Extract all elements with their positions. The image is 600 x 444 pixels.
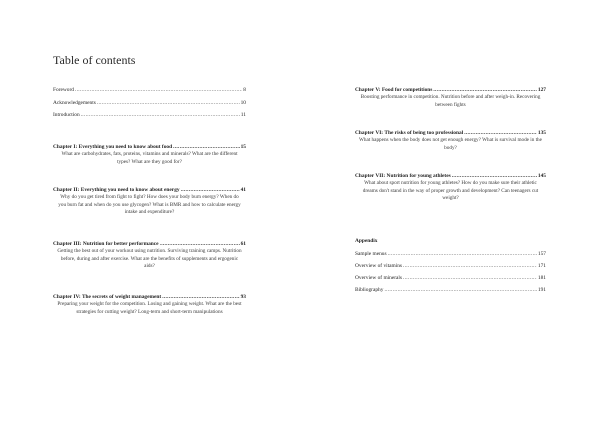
leader-dots <box>403 272 537 284</box>
toc-chapter-2 <box>53 186 246 217</box>
chapter-heading[interactable] <box>53 293 246 301</box>
toc-chapter-7 <box>355 172 546 203</box>
toc-entry-label: Introduction <box>53 112 80 118</box>
chapter-description: Boosting performance in competition. Nutrition before and after weigh-in. Recovering between fights <box>360 94 541 108</box>
leader-dots <box>160 240 240 248</box>
chapter-heading[interactable] <box>53 240 246 248</box>
appendix-title: Appendix <box>355 238 378 244</box>
chapter-description: What about sport nutrition for young athletes? How do you make sure their athletic dreams don't stand in the way of proper growth and development? Can teenagers cut weight? <box>362 180 539 202</box>
leader-dots <box>173 143 240 151</box>
leader-dots <box>97 97 240 110</box>
chapter-page: 93 <box>240 294 246 300</box>
chapter-title: Chapter III: Nutrition for better performance <box>53 241 159 247</box>
chapter-heading[interactable] <box>355 86 546 94</box>
chapter-description: What are carbohydrates, fats, proteins, vitamins and minerals? What are the different types? What are they good for? <box>61 151 238 165</box>
leader-dots <box>388 248 537 260</box>
toc-entry-overview-of-minerals[interactable] <box>355 272 546 284</box>
toc-entry-page: 191 <box>537 287 546 293</box>
chapter-description: Getting the best out of your workout using nutrition. Surviving training camps. Nutrition before, during and after exercise. What are the benefits of supplements and ergogenic aids? <box>57 248 242 270</box>
right-page <box>300 0 600 444</box>
toc-entry-acknowledgements[interactable] <box>53 97 246 110</box>
leader-dots <box>181 186 240 194</box>
chapter-page: 15 <box>240 144 246 150</box>
leader-dots <box>464 129 537 137</box>
toc-entry-overview-of-vitamins[interactable] <box>355 260 546 272</box>
toc-entry-page: 181 <box>537 275 546 281</box>
leader-dots <box>403 260 537 272</box>
chapter-title: Chapter V: Food for competitions <box>355 87 433 93</box>
toc-entry-page: 11 <box>240 112 246 118</box>
toc-chapter-6 <box>355 129 546 152</box>
chapter-page: 61 <box>240 241 246 247</box>
toc-entry-page: 171 <box>537 263 546 269</box>
toc-entry-label: Overview of vitamins <box>355 263 403 269</box>
toc-chapter-5 <box>355 86 546 109</box>
toc-chapter-4 <box>53 293 246 316</box>
chapter-title: Chapter VII: Nutrition for young athletes <box>355 173 451 179</box>
toc-entry-page: 10 <box>240 99 246 106</box>
toc-entry-page: 157 <box>537 251 546 257</box>
chapter-title: Chapter II: Everything you need to know about energy <box>53 187 180 193</box>
toc-entry-sample-menus[interactable] <box>355 248 546 260</box>
front-matter-list <box>53 84 246 122</box>
toc-entry-label: Overview of minerals <box>355 275 403 281</box>
toc-entry-introduction[interactable] <box>53 109 246 122</box>
chapter-heading[interactable] <box>53 186 246 194</box>
toc-entry-label: Bibliography <box>355 287 384 293</box>
chapter-heading[interactable] <box>355 129 546 137</box>
chapter-page: 41 <box>240 187 246 193</box>
chapter-title: Chapter IV: The secrets of weight management <box>53 294 162 300</box>
chapter-description: Why do you get tired from fight to fight? How does your body burn energy? When do you burn fat and when do you use glycogen? What is BMR and how to calculate energy intake and expenditure? <box>58 194 241 216</box>
chapter-title: Chapter VI: The risks of being too professional <box>355 130 464 136</box>
leader-dots <box>75 84 242 97</box>
leader-dots <box>162 293 239 301</box>
leader-dots <box>433 86 537 94</box>
toc-entry-bibliography[interactable] <box>355 284 546 296</box>
toc-entry-label: Foreword <box>53 87 74 93</box>
chapter-page: 127 <box>537 87 546 93</box>
toc-entry-page: 8 <box>243 87 246 93</box>
page-title: Table of contents <box>53 53 136 67</box>
leader-dots <box>384 284 536 296</box>
chapter-heading[interactable] <box>355 172 546 180</box>
toc-entry-label: Sample menus <box>355 251 387 257</box>
chapter-heading[interactable] <box>53 143 246 151</box>
toc-chapter-3 <box>53 240 246 271</box>
toc-chapter-1 <box>53 143 246 166</box>
toc-entry-label: Acknowledgements <box>53 99 96 106</box>
chapter-description: What happens when the body does not get enough energy? What is survival mode in the body? <box>359 137 542 151</box>
chapter-page: 145 <box>537 173 546 179</box>
chapter-description: Preparing your weight for the competition. Losing and gaining weight. What are the best strategies for cutting weight? Long-term and short-term manipulations <box>57 301 242 315</box>
chapter-page: 135 <box>537 130 546 136</box>
leader-dots <box>81 109 240 122</box>
appendix-section <box>355 237 546 296</box>
chapter-title: Chapter I: Everything you need to know about food <box>53 144 173 150</box>
toc-entry-foreword[interactable] <box>53 84 246 97</box>
leader-dots <box>452 172 537 180</box>
